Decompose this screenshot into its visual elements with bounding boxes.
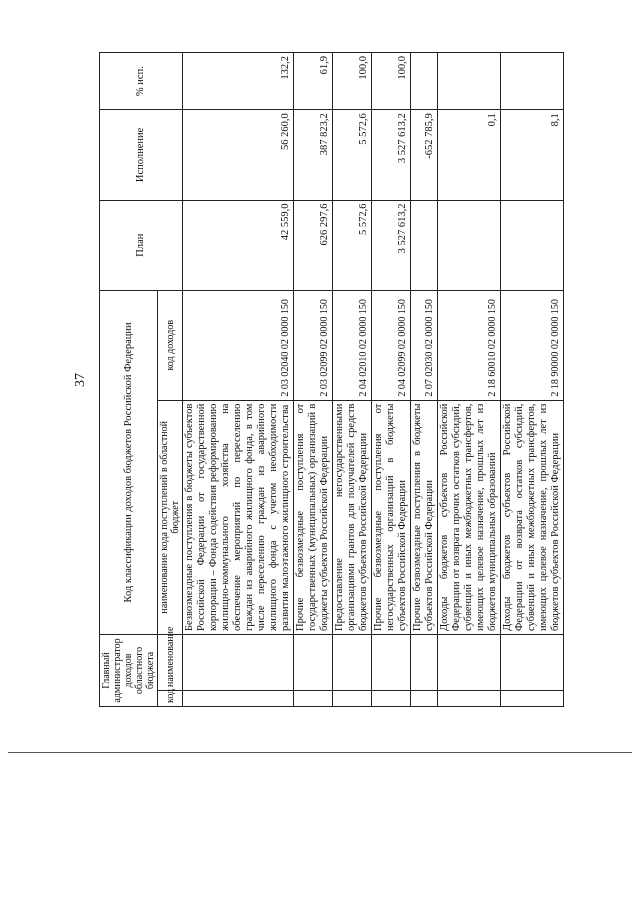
table-row bbox=[501, 53, 564, 707]
admin-name-cell bbox=[294, 634, 333, 690]
percent-cell: 132,2 bbox=[183, 53, 294, 110]
income-code-cell: 2 03 02099 02 0000 150 bbox=[294, 290, 333, 400]
percent-cell: 61,9 bbox=[294, 53, 333, 110]
income-name-cell: Доходы бюджетов субъектов Российской Федерации от возврата остатков субсидий, субвенций и иных межбюджетных трансфертов, имеющих целевое назначение, прошлых лет из бюджетов субъектов Российской Федерации bbox=[501, 400, 564, 634]
execution-cell: 56 260,0 bbox=[183, 110, 294, 200]
page-number: 37 bbox=[73, 373, 88, 387]
admin-name-cell bbox=[183, 634, 294, 690]
admin-name-cell bbox=[438, 634, 501, 690]
percent-header: % исп. bbox=[100, 53, 183, 110]
income-name-cell: Прочие безвозмездные поступления от негосударственных организаций в бюджеты субъектов Российской Федерации bbox=[372, 400, 411, 634]
table-row bbox=[411, 53, 438, 707]
income-name-cell: Предоставление негосударственными организациями грантов для получателей средств бюджетов субъектов Российской Федерации bbox=[333, 400, 372, 634]
table-row bbox=[294, 53, 333, 707]
plan-cell: 5 572,6 bbox=[333, 200, 372, 290]
income-name-header: наименование кода поступлений в областной бюджет bbox=[158, 400, 183, 634]
classification-group-header: Код классификации доходов бюджетов Российской Федерации bbox=[100, 290, 158, 634]
income-table bbox=[99, 52, 564, 707]
execution-header: Исполнение bbox=[100, 110, 183, 200]
plan-cell bbox=[438, 200, 501, 290]
plan-header: План bbox=[100, 200, 183, 290]
income-name-cell: Прочие безвозмездные поступления в бюджеты субъектов Российской Федерации bbox=[411, 400, 438, 634]
income-code-cell: 2 04 02010 02 0000 150 bbox=[333, 290, 372, 400]
income-code-cell: 2 03 02040 02 0000 150 bbox=[183, 290, 294, 400]
execution-cell: 387 823,2 bbox=[294, 110, 333, 200]
execution-cell: 8,1 bbox=[501, 110, 564, 200]
percent-cell bbox=[438, 53, 501, 110]
table-row bbox=[372, 53, 411, 707]
plan-cell bbox=[411, 200, 438, 290]
income-name-cell: Безвозмездные поступления в бюджеты субъектов Российской Федерации от государственной корпорации – Фонда содействия реформированию жилищно-коммунального хозяйства на обеспечение мероприятий по переселению граждан из аварийного жилищного фонда, в том числе переселению граждан из аварийного жилищного фонда с учетом необходимости развития малоэтажного жилищного строительства bbox=[183, 400, 294, 634]
percent-cell bbox=[411, 53, 438, 110]
plan-cell: 3 527 613,2 bbox=[372, 200, 411, 290]
admin-name-cell bbox=[372, 634, 411, 690]
admin-name-header: наименование bbox=[158, 634, 183, 690]
execution-cell: 3 527 613,2 bbox=[372, 110, 411, 200]
admin-code-cell bbox=[372, 691, 411, 707]
income-code-header: код доходов bbox=[158, 290, 183, 400]
execution-cell: 0,1 bbox=[438, 110, 501, 200]
plan-cell: 42 559,0 bbox=[183, 200, 294, 290]
income-code-cell: 2 18 90000 02 0000 150 bbox=[501, 290, 564, 400]
plan-cell: 626 297,6 bbox=[294, 200, 333, 290]
admin-code-header: код bbox=[158, 691, 183, 707]
table-row bbox=[183, 53, 294, 707]
admin-name-cell bbox=[501, 634, 564, 690]
percent-cell: 100,0 bbox=[372, 53, 411, 110]
table-row bbox=[438, 53, 501, 707]
admin-code-cell bbox=[183, 691, 294, 707]
admin-group-header: Главный администратор доходов областного бюджета bbox=[100, 634, 158, 706]
admin-code-cell bbox=[501, 691, 564, 707]
percent-cell: 100,0 bbox=[333, 53, 372, 110]
budget-table-rotated bbox=[99, 52, 561, 707]
table-row bbox=[333, 53, 372, 707]
income-code-cell: 2 07 02030 02 0000 150 bbox=[411, 290, 438, 400]
admin-code-cell bbox=[438, 691, 501, 707]
income-code-cell: 2 04 02099 02 0000 150 bbox=[372, 290, 411, 400]
income-code-cell: 2 18 60010 02 0000 150 bbox=[438, 290, 501, 400]
plan-cell bbox=[501, 200, 564, 290]
percent-cell bbox=[501, 53, 564, 110]
admin-code-cell bbox=[411, 691, 438, 707]
execution-cell: 5 572,6 bbox=[333, 110, 372, 200]
admin-code-cell bbox=[333, 691, 372, 707]
income-name-cell: Прочие безвозмездные поступления от государственных (муниципальных) организаций в бюджеты субъектов Российской Федерации bbox=[294, 400, 333, 634]
execution-cell: -652 785,9 bbox=[411, 110, 438, 200]
admin-name-cell bbox=[333, 634, 372, 690]
footer-divider bbox=[8, 752, 632, 753]
income-name-cell: Доходы бюджетов субъектов Российской Федерации от возврата прочих остатков субсидий, субвенций и иных межбюджетных трансфертов, имеющих целевое назначение, прошлых лет из бюджетов муниципальных образований bbox=[438, 400, 501, 634]
admin-name-cell bbox=[411, 634, 438, 690]
admin-code-cell bbox=[294, 691, 333, 707]
